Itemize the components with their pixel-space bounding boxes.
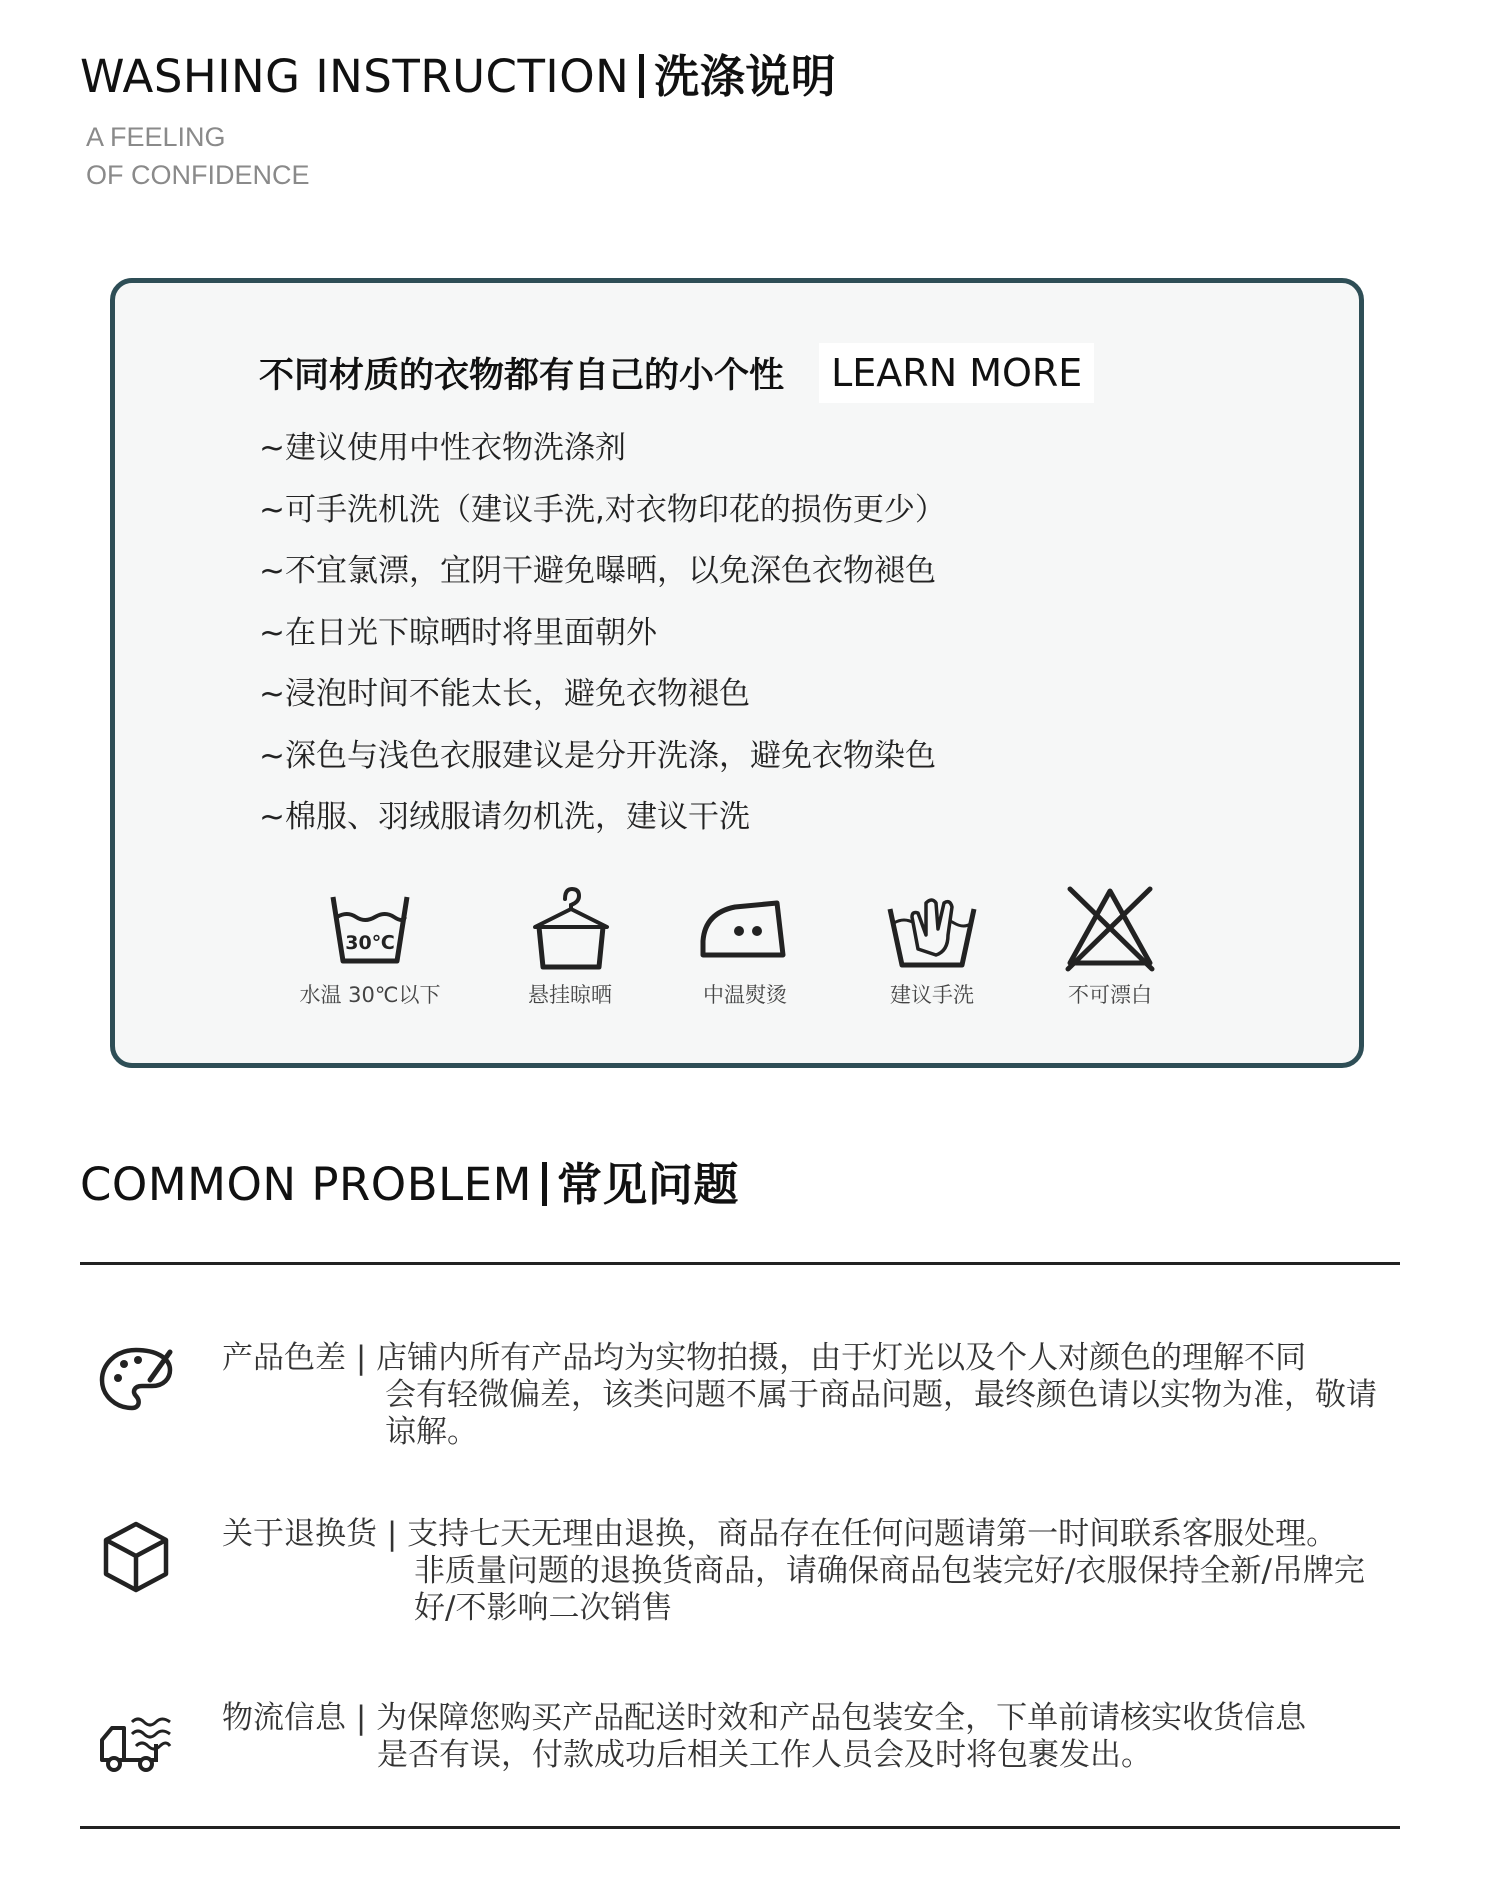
title-divider <box>542 1162 547 1206</box>
washing-title-en: WASHING INSTRUCTION <box>80 50 630 103</box>
care-tip: ~可手洗机洗（建议手洗,对衣物印花的损伤更少） <box>259 491 946 528</box>
tagline <box>86 118 310 194</box>
care-label: 悬挂晾晒 <box>528 983 612 1007</box>
care-label: 中温熨烫 <box>703 983 787 1007</box>
problem-content-line1: 支持七天无理由退换，商品存在任何问题请第一时间联系客服处理。 <box>407 1516 1338 1552</box>
problem-text <box>222 1700 1402 1774</box>
care-tip: ~在日光下晾晒时将里面朝外 <box>259 614 657 651</box>
no-bleach-icon <box>1060 883 1160 973</box>
problem-content-rest: 非质量问题的退换货商品，请确保商品包装完好/衣服保持全新/吊牌完好/不影响二次销售 <box>414 1553 1365 1626</box>
title-divider <box>639 54 644 98</box>
washing-title-cn: 洗涤说明 <box>654 50 837 103</box>
delivery-truck-icon <box>96 1700 176 1780</box>
care-tip: ~建议使用中性衣物洗涤剂 <box>259 430 626 466</box>
care-tip: ~深色与浅色衣服建议是分开洗涤，避免衣物染色 <box>259 737 936 774</box>
problem-content-rest: 是否有误，付款成功后相关工作人员会及时将包裹发出。 <box>377 1737 1152 1773</box>
divider-line <box>80 1262 1400 1265</box>
care-item-wash <box>285 883 455 1009</box>
care-label: 水温 30℃以下 <box>299 983 441 1007</box>
care-icons-row <box>285 883 1305 1033</box>
care-item-no-bleach <box>1025 883 1195 1009</box>
washing-section-title <box>80 40 836 105</box>
wash-30c-icon <box>325 883 415 973</box>
card-heading-row <box>259 343 1094 403</box>
divider-line <box>80 1826 1400 1829</box>
iron-medium-icon <box>695 883 795 973</box>
learn-more-label: LEARN MORE <box>819 343 1094 403</box>
problem-text <box>222 1340 1402 1451</box>
care-tips-list <box>259 418 946 849</box>
care-card <box>110 278 1364 1068</box>
care-tip: ~不宜氯漂，宜阴干避免曝晒，以免深色衣物褪色 <box>259 553 936 589</box>
tagline-line-1: A FEELING <box>86 122 226 152</box>
care-item-iron <box>660 883 830 1009</box>
common-section-title <box>80 1148 739 1213</box>
box-icon <box>96 1516 176 1596</box>
problem-topic: 关于退换货 | <box>222 1516 408 1552</box>
problem-content-line1: 店铺内所有产品均为实物拍摄，由于灯光以及个人对颜色的理解不同 <box>376 1340 1307 1376</box>
problem-text <box>222 1516 1402 1627</box>
palette-icon <box>96 1340 176 1420</box>
common-title-cn: 常见问题 <box>556 1158 739 1211</box>
care-item-hang-dry <box>485 883 655 1009</box>
care-tip: ~浸泡时间不能太长，避免衣物褪色 <box>259 676 750 712</box>
problem-topic: 产品色差 | <box>222 1340 377 1376</box>
tagline-line-2: OF CONFIDENCE <box>86 160 310 190</box>
wash-temp-text: 30℃ <box>345 932 395 954</box>
care-item-hand-wash <box>847 883 1017 1009</box>
hand-wash-icon <box>882 883 982 973</box>
problem-content-rest: 会有轻微偏差，该类问题不属于商品问题，最终颜色请以实物为准，敬请谅解。 <box>385 1377 1377 1450</box>
problem-topic: 物流信息 | <box>222 1700 377 1736</box>
card-heading: 不同材质的衣物都有自己的小个性 <box>259 356 785 396</box>
care-label: 不可漂白 <box>1068 983 1152 1007</box>
care-label: 建议手洗 <box>890 983 974 1007</box>
hang-dry-icon <box>525 883 615 973</box>
problem-content-line1: 为保障您购买产品配送时效和产品包装安全，下单前请核实收货信息 <box>376 1700 1307 1736</box>
care-tip: ~棉服、羽绒服请勿机洗，建议干洗 <box>259 799 750 835</box>
common-title-en: COMMON PROBLEM <box>80 1158 532 1211</box>
